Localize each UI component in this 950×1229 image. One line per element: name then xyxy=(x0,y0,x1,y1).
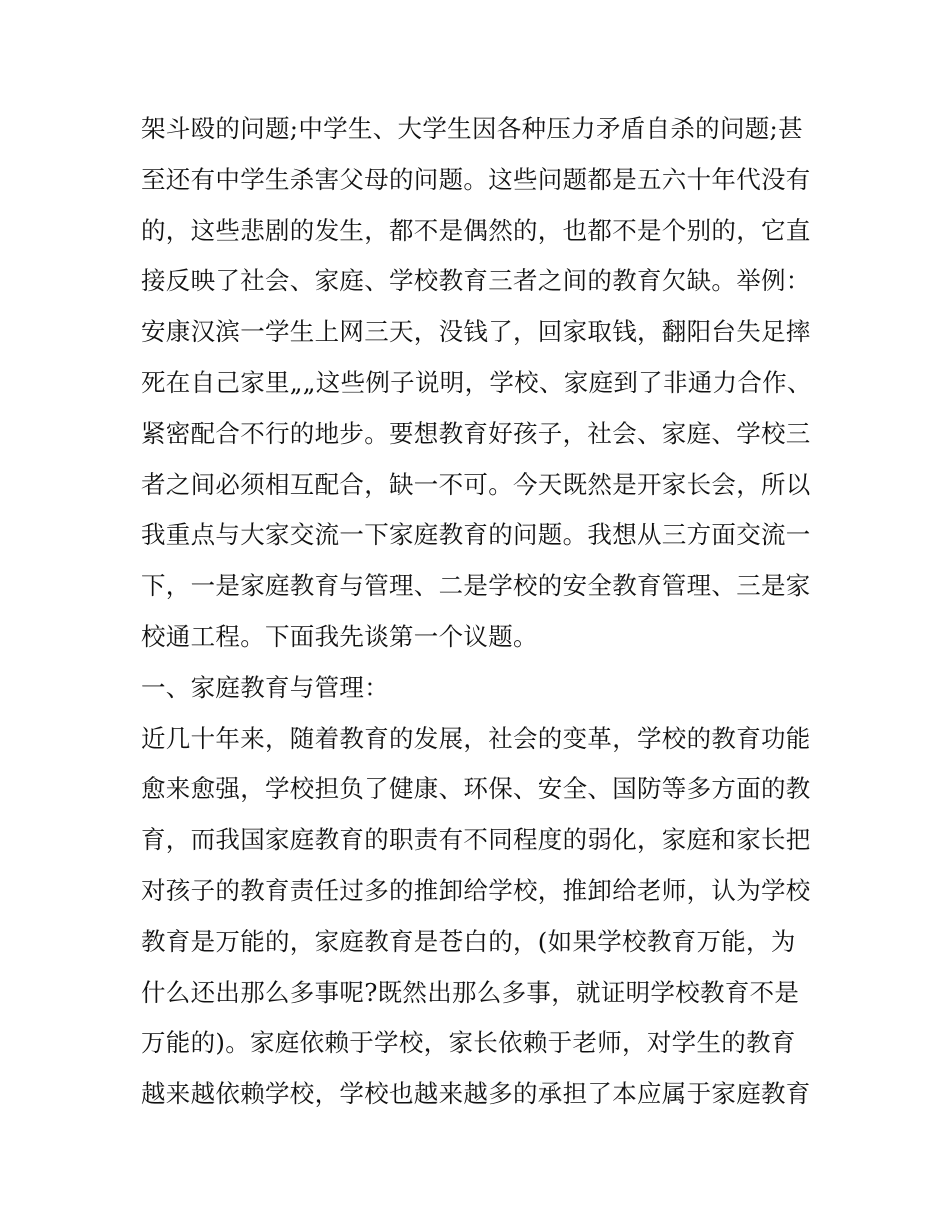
text-line: 校通工程。下面我先谈第一个议题。 xyxy=(141,621,538,651)
text-line: 紧密配合不行的地步。要想教育好孩子，社会、家庭、学校三 xyxy=(141,418,811,448)
text-line: 愈来愈强，学校担负了健康、环保、安全、国防等多方面的教 xyxy=(141,774,811,804)
text-line: 下，一是家庭教育与管理、二是学校的安全教育管理、三是家 xyxy=(141,571,811,601)
text-line: 接反映了社会、家庭、学校教育三者之间的教育欠缺。举例： xyxy=(141,266,811,296)
body-text xyxy=(141,104,821,1120)
text-line: 死在自己家里„„这些例子说明，学校、家庭到了非通力合作、 xyxy=(141,367,812,397)
text-line: 的，这些悲剧的发生，都不是偶然的，也都不是个别的，它直 xyxy=(141,215,811,245)
text-line: 对孩子的教育责任过多的推卸给学校，推卸给老师，认为学校 xyxy=(141,875,811,905)
text-line: 什么还出那么多事呢?既然出那么多事，就证明学校教育不是 xyxy=(141,977,800,1007)
text-line: 架斗殴的问题;中学生、大学生因各种压力矛盾自杀的问题;甚 xyxy=(141,114,803,143)
text-line: 近几十年来，随着教育的发展，社会的变革，学校的教育功能 xyxy=(141,723,811,753)
text-line: 越来越依赖学校，学校也越来越多的承担了本应属于家庭教育 xyxy=(141,1079,811,1109)
text-line: 育，而我国家庭教育的职责有不同程度的弱化，家庭和家长把 xyxy=(141,825,811,855)
section-heading: 一、家庭教育与管理： xyxy=(141,672,389,702)
text-line: 至还有中学生杀害父母的问题。这些问题都是五六十年代没有 xyxy=(141,164,811,194)
text-line: 我重点与大家交流一下家庭教育的问题。我想从三方面交流一 xyxy=(141,520,811,550)
text-line: 者之间必须相互配合，缺一不可。今天既然是开家长会，所以 xyxy=(141,469,811,499)
text-line: 万能的)。家庭依赖于学校，家长依赖于老师，对学生的教育 xyxy=(141,1028,796,1058)
text-line: 教育是万能的，家庭教育是苍白的，(如果学校教育万能，为 xyxy=(141,926,796,956)
text-line: 安康汉滨一学生上网三天，没钱了，回家取钱，翻阳台失足摔 xyxy=(141,317,811,347)
